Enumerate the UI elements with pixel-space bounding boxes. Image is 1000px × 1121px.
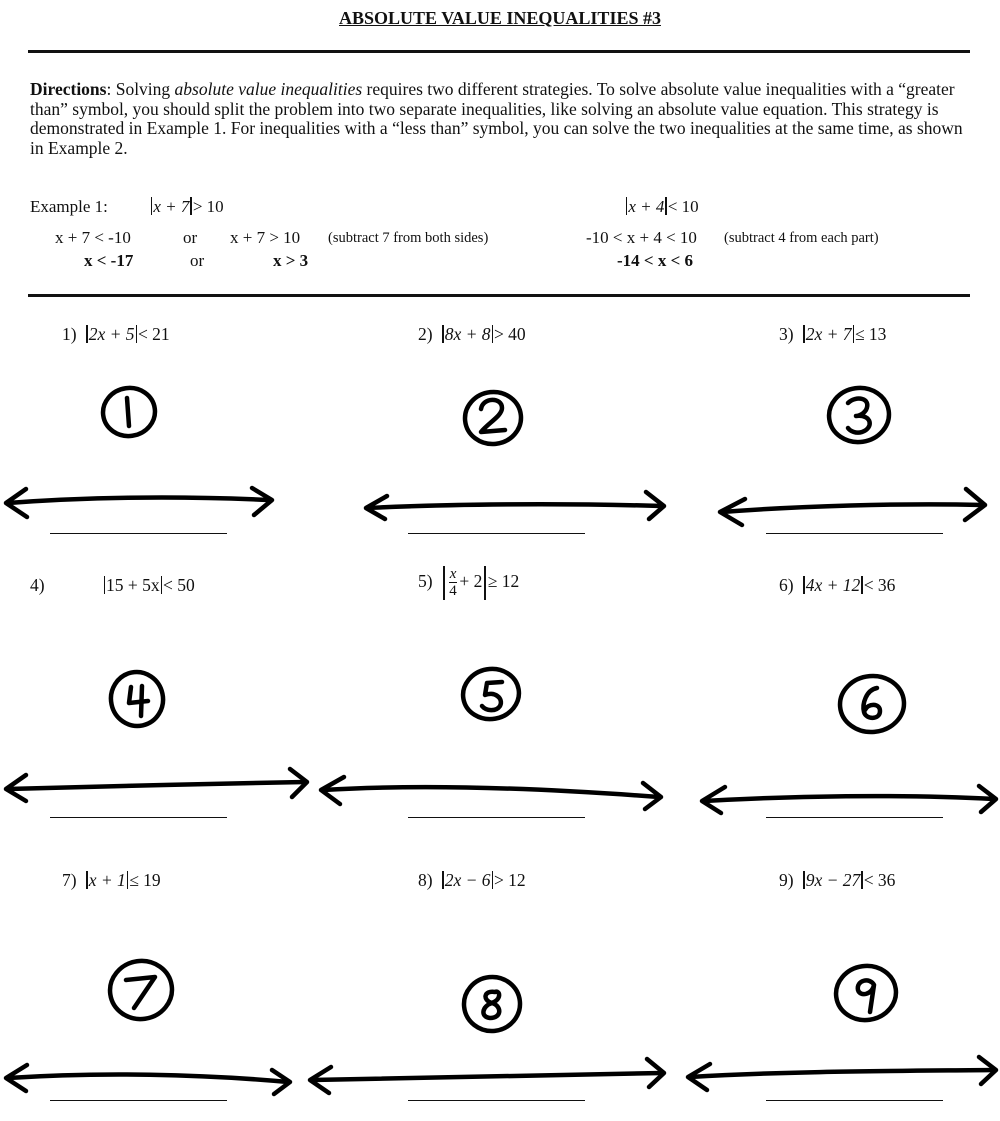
problem-number: 2) — [418, 324, 433, 344]
example2-inner: x + 4 — [628, 197, 665, 216]
number-line-arrow-1 — [6, 488, 272, 517]
problem-rhs: < 36 — [863, 870, 896, 890]
circled-number-4 — [106, 667, 168, 731]
problem-rhs: ≤ 19 — [129, 870, 161, 890]
problem-number: 3) — [779, 324, 794, 344]
problem-rhs: ≤ 13 — [854, 324, 887, 344]
directions-label: Directions — [30, 79, 107, 99]
number-line-arrow-3 — [720, 489, 985, 525]
problem-number: 1) — [62, 324, 77, 344]
problem-number: 4) — [30, 575, 45, 595]
problem-expression: 8x + 8 — [444, 324, 491, 344]
problem-number: 6) — [779, 575, 794, 595]
problem-expression: x + 1 — [88, 870, 126, 890]
problem-rhs: > 40 — [493, 324, 526, 344]
example2-rhs: < 10 — [667, 197, 699, 216]
number-line-arrow-5 — [321, 777, 661, 809]
number-line-arrow-7 — [6, 1065, 290, 1094]
example1-rhs: > 10 — [192, 197, 224, 216]
number-line-arrow-2 — [366, 492, 664, 519]
circled-number-3 — [826, 384, 893, 446]
example1-left-step1: x + 7 < -10 — [55, 228, 131, 247]
problem-number: 7) — [62, 870, 77, 890]
example1-right-step1: x + 7 > 10 — [230, 228, 301, 247]
example1-note: (subtract 7 from both sides) — [328, 230, 489, 246]
fraction-denominator: 4 — [449, 583, 457, 599]
problem-expression: + 2 — [459, 571, 483, 592]
problem-expression: 15 + 5x — [105, 575, 160, 595]
example2-answer: -14 < x < 6 — [617, 251, 694, 270]
example1-right-answer: x > 3 — [273, 251, 309, 270]
example1-left-answer: x < -17 — [84, 251, 134, 270]
circled-number-7 — [106, 957, 175, 1023]
number-line-arrow-8 — [310, 1059, 664, 1093]
problem-expression: 4x + 12 — [805, 575, 861, 595]
circled-number-5 — [459, 665, 523, 724]
example1-inner: x + 7 — [153, 197, 190, 216]
problem-rhs: < 36 — [863, 575, 896, 595]
circled-number-1 — [100, 385, 158, 440]
problem-number: 9) — [779, 870, 794, 890]
number-line-arrow-9 — [688, 1057, 996, 1090]
problem-rhs: ≥ 12 — [487, 571, 520, 592]
directions-italic: absolute value inequalities — [174, 79, 363, 99]
problem-rhs: < 21 — [137, 324, 170, 344]
fraction-numerator: x — [449, 566, 457, 582]
example2-note: (subtract 4 from each part) — [724, 230, 879, 246]
problem-number: 8) — [418, 870, 433, 890]
example1-or-1: or — [183, 228, 198, 247]
worksheet-title: ABSOLUTE VALUE INEQUALITIES #3 — [339, 8, 661, 28]
problem-number: 5) — [418, 571, 433, 592]
number-line-arrow-6 — [702, 786, 996, 813]
problem-rhs: < 50 — [162, 575, 195, 595]
circled-number-6 — [838, 673, 907, 734]
directions-text-after: requires two different strategies. To solve absolute value inequalities with a “greater than” symbol, you should split the problem into two separate inequalities, like solving an absolute value equation. This strategy is demonstrated in Example 1. For inequalities with a “less than” symbol, you can solve the two inequalities at the same time, as shown in Example 2. — [30, 79, 963, 158]
example1-or-2: or — [190, 251, 205, 270]
circled-number-2 — [462, 389, 523, 447]
problem-expression: 9x − 27 — [805, 870, 861, 890]
directions-text-before: : Solving — [106, 79, 175, 99]
circled-number-9 — [833, 962, 900, 1024]
circled-number-8 — [461, 974, 522, 1034]
example1-label: Example 1: — [30, 197, 108, 216]
problem-expression: 2x + 5 — [88, 324, 135, 344]
number-line-arrow-4 — [6, 769, 307, 801]
problem-expression: 2x − 6 — [444, 870, 491, 890]
problem-rhs: > 12 — [493, 870, 526, 890]
example2-step1: -10 < x + 4 < 10 — [586, 228, 697, 247]
problem-expression: 2x + 7 — [805, 324, 852, 344]
